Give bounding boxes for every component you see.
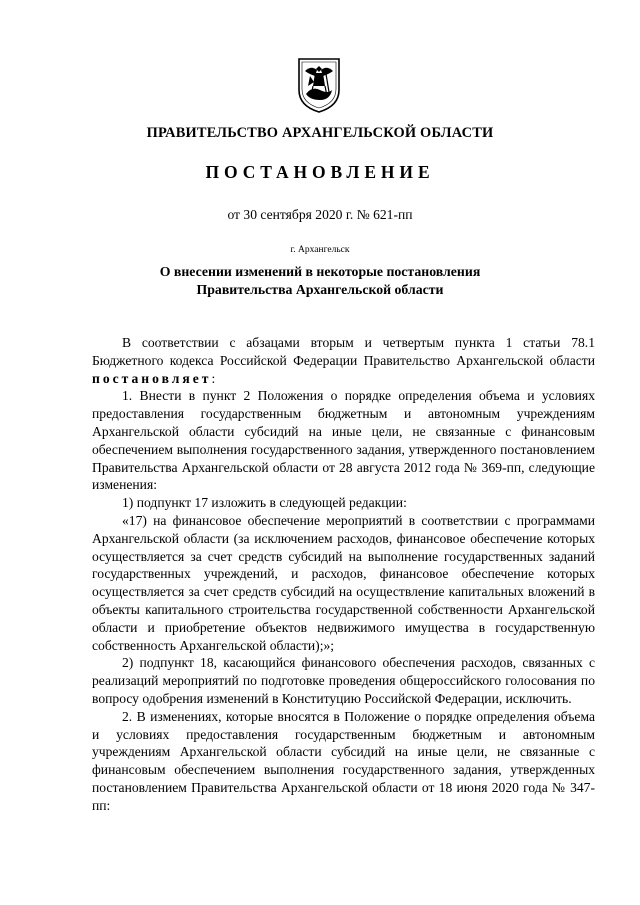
paragraph-item-1: 1. Внести в пункт 2 Положения о порядке определения объема и условиях предоставления государственным бюджетным и автономным учреждениям Архангельской области субсидий на иные цели, не связанные с финансовым обеспечением выполнения государственного задания, утвержденного постановлением Правительства Архангельской области от 28 августа 2012 года № 369-пп, следующие изменения: <box>92 388 595 493</box>
document-type: ПОСТАНОВЛЕНИЕ <box>205 162 435 182</box>
paragraph-subitem-2: 2) подпункт 18, касающийся финансового обеспечения расходов, связанных с реализаций мероприятий по подготовке проведения общероссийского голосования по вопросу одобрения изменений в Конституцию Российской Федерации, исключить. <box>92 655 595 706</box>
document-body <box>92 334 595 815</box>
paragraph-subitem-1: 1) подпункт 17 изложить в следующей редакции: <box>122 495 407 511</box>
title-line-2: Правительства Архангельской области <box>196 282 444 297</box>
government-name: ПРАВИТЕЛЬСТВО АРХАНГЕЛЬСКОЙ ОБЛАСТИ <box>146 125 494 141</box>
coat-of-arms-icon <box>296 56 342 114</box>
paragraph-item-2: 2. В изменениях, которые вносятся в Положение о порядке определения объема и условиях предоставления государственным бюджетным и автономным учреждениям Архангельской области субсидий на иные цели, не связанные с финансовым обеспечением выполнения государственного задания, утвержденных постановлением Правительства Архангельской области от 18 июня 2020 года № 347-пп: <box>92 708 595 813</box>
preamble-paragraph <box>92 334 595 387</box>
title-line-1: О внесении изменений в некоторые постановления <box>159 264 481 279</box>
decree-keyword: постановляет <box>92 370 212 386</box>
paragraph-subitem-17-text: «17) на финансовое обеспечение мероприятий в соответствии с программами Архангельской области (за исключением расходов, финансовое обеспечение которых осуществляется за счет средств субсидий на выполнение государственных заданий государственных учреждений, и расходов, финансовое обеспечение которых осуществляется за счет средств субсидий на осуществление капитальных вложений в объекты капитального строительства государственной собственности Архангельской области и приобретение объектов недвижимого имущества в государственную собственность Архангельской области);»; <box>92 512 595 653</box>
document-date-number: от 30 сентября 2020 г. № 621-пп <box>227 207 413 222</box>
preamble-colon: : <box>211 370 216 386</box>
document-title <box>0 263 640 299</box>
document-city: г. Архангельск <box>290 245 350 255</box>
preamble-text: В соответствии с абзацами вторым и четвертым пункта 1 статьи 78.1 Бюджетного кодекса Российской Федерации Правительство Архангельской области <box>92 335 595 368</box>
